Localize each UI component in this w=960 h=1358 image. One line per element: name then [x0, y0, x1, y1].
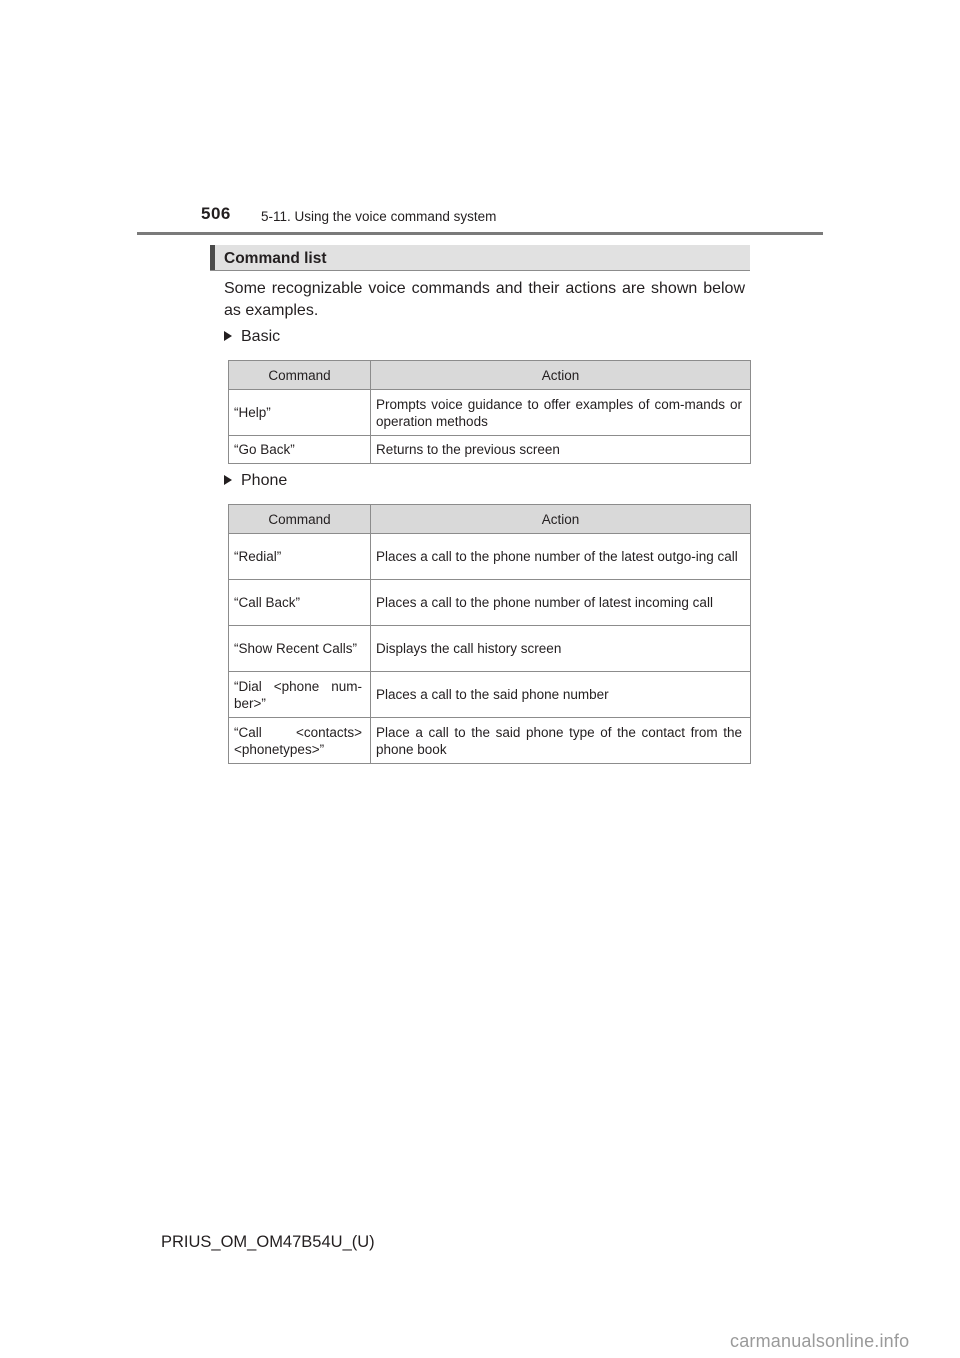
command-list-heading	[210, 245, 750, 271]
table-row	[229, 718, 751, 764]
phone-command-table	[228, 504, 751, 764]
footer-doc-code: PRIUS_OM_OM47B54U_(U)	[161, 1233, 375, 1251]
column-header-command: Command	[229, 505, 371, 534]
heading-accent-bar	[210, 245, 215, 270]
action-cell: Prompts voice guidance to offer examples of com-mands or operation methods	[371, 390, 751, 436]
subhead-basic	[224, 326, 280, 348]
basic-command-table	[228, 360, 751, 464]
column-header-command: Command	[229, 361, 371, 390]
command-cell: “Dial <phone num-ber>”	[229, 672, 371, 718]
subhead-phone	[224, 470, 287, 492]
action-cell: Place a call to the said phone type of the contact from the phone book	[371, 718, 751, 764]
column-header-action: Action	[371, 505, 751, 534]
command-cell: “Call <contacts> <phonetypes>”	[229, 718, 371, 764]
command-list-heading-label: Command list	[224, 250, 327, 267]
subhead-phone-label: Phone	[241, 472, 288, 489]
table-row	[229, 580, 751, 626]
header-rule	[137, 232, 823, 235]
table-row	[229, 390, 751, 436]
subhead-basic-label: Basic	[241, 328, 281, 345]
table-row	[229, 672, 751, 718]
action-cell: Places a call to the phone number of latest incoming call	[371, 580, 751, 626]
table-row	[229, 626, 751, 672]
column-header-action: Action	[371, 361, 751, 390]
table-row	[229, 436, 751, 464]
triangle-bullet-icon	[224, 475, 232, 485]
triangle-bullet-icon	[224, 331, 232, 341]
intro-paragraph: Some recognizable voice commands and their actions are shown below as examples.	[224, 280, 745, 319]
page-number: 506	[201, 204, 231, 223]
action-cell: Returns to the previous screen	[371, 436, 751, 464]
action-cell: Displays the call history screen	[371, 626, 751, 672]
command-cell: “Go Back”	[229, 436, 371, 464]
command-cell: “Redial”	[229, 534, 371, 580]
action-cell: Places a call to the phone number of the latest outgo-ing call	[371, 534, 751, 580]
action-cell: Places a call to the said phone number	[371, 672, 751, 718]
section-title: 5-11. Using the voice command system	[261, 209, 497, 224]
watermark[interactable]: carmanualsonline.info	[730, 1331, 910, 1351]
table-header-row	[229, 361, 751, 390]
command-cell: “Show Recent Calls”	[229, 626, 371, 672]
table-row	[229, 534, 751, 580]
command-cell: “Help”	[229, 390, 371, 436]
table-header-row	[229, 505, 751, 534]
command-cell: “Call Back”	[229, 580, 371, 626]
